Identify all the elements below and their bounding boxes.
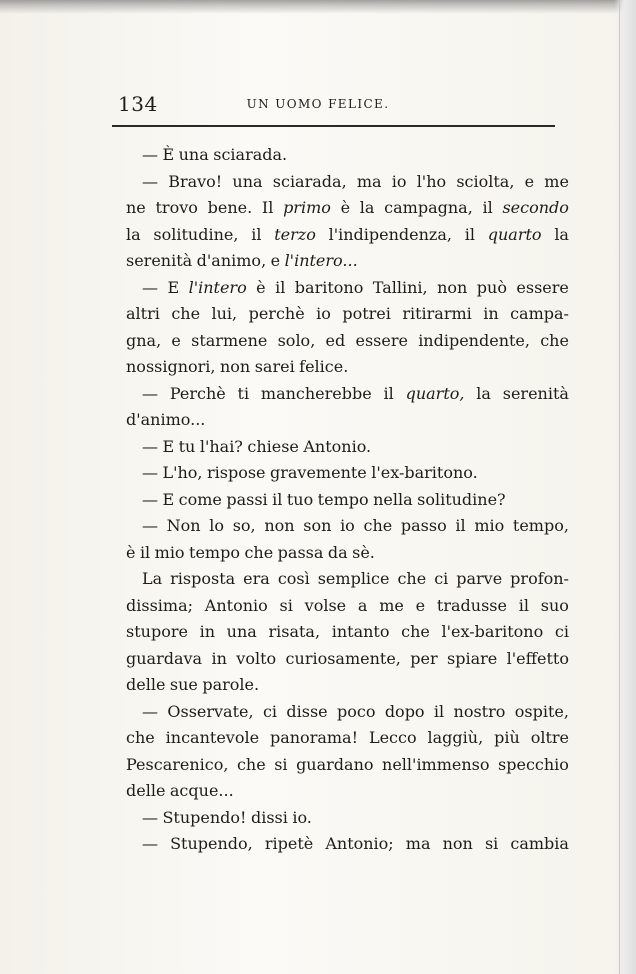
text-line xyxy=(126,328,569,355)
text-line xyxy=(126,487,569,514)
word: delle xyxy=(126,675,166,694)
word: e xyxy=(524,171,535,191)
word: l'intero xyxy=(188,277,247,297)
word: si xyxy=(279,595,293,615)
word: chiese xyxy=(247,436,299,456)
word: Non xyxy=(166,516,201,535)
word: l'hai? xyxy=(199,436,243,456)
word: che xyxy=(363,516,393,535)
word: mancherebbe xyxy=(260,383,372,403)
word: ci xyxy=(262,701,278,721)
text-line xyxy=(126,142,569,169)
word: — xyxy=(142,383,158,403)
word: parole. xyxy=(202,675,260,694)
word: me xyxy=(379,595,404,615)
word: — xyxy=(142,277,158,297)
word: dopo xyxy=(384,701,425,721)
word: ci xyxy=(434,569,449,588)
word: il xyxy=(139,542,151,562)
word: come xyxy=(178,489,222,509)
word: più xyxy=(494,728,520,747)
word: io xyxy=(316,304,331,323)
word: terzo xyxy=(274,224,316,244)
text-line xyxy=(126,778,569,805)
word: so, xyxy=(232,516,256,535)
word: e xyxy=(270,251,281,270)
word: Pescarenico, xyxy=(126,754,229,774)
word: che xyxy=(397,569,427,588)
word: il xyxy=(464,224,475,244)
word: per xyxy=(410,648,438,668)
word: panorama! xyxy=(269,728,359,747)
word: oltre xyxy=(530,728,569,747)
text-line xyxy=(126,566,569,593)
word: che xyxy=(540,330,569,350)
word: ed xyxy=(325,330,346,350)
word: solitudine? xyxy=(417,489,506,509)
word: sè. xyxy=(352,542,375,562)
word: era xyxy=(243,569,270,588)
word: specchio xyxy=(498,754,569,774)
word: tempo, xyxy=(512,516,569,535)
word: ospite, xyxy=(514,701,569,721)
word: passi xyxy=(226,489,268,509)
word: è xyxy=(256,277,266,297)
text-line xyxy=(126,301,569,328)
word: ma xyxy=(405,834,431,853)
word: secondo xyxy=(502,198,569,217)
word: guardano xyxy=(296,754,374,774)
word: E xyxy=(162,489,175,509)
word: io xyxy=(340,516,355,535)
word: felice. xyxy=(299,357,349,376)
word: baritono xyxy=(294,277,364,297)
word: curiosamente, xyxy=(285,648,401,668)
word: laggiù, xyxy=(427,728,484,747)
word: intanto xyxy=(331,622,390,641)
word: ripetè xyxy=(264,834,314,853)
word: bene. xyxy=(207,198,253,217)
word: è xyxy=(340,198,351,217)
word: ti xyxy=(237,383,250,403)
word: son xyxy=(303,516,332,535)
header-rule xyxy=(112,125,555,127)
word: nella xyxy=(373,489,413,509)
word: tuo xyxy=(286,489,314,509)
word: potrei xyxy=(342,304,391,323)
text-line xyxy=(126,540,569,567)
word: da xyxy=(327,542,348,562)
word: Antonio. xyxy=(303,436,372,456)
word: il xyxy=(275,277,286,297)
word: tempo xyxy=(317,489,369,509)
word: e xyxy=(415,595,426,615)
word: risposta xyxy=(170,569,236,588)
word: nell'immenso xyxy=(382,754,490,774)
word: in xyxy=(483,304,499,323)
word: l'intero... xyxy=(284,251,358,270)
word: poco xyxy=(336,701,376,721)
page-header xyxy=(0,92,636,116)
word: dissima; xyxy=(126,595,193,615)
word: Osservate, xyxy=(167,701,254,721)
word: campa- xyxy=(510,304,569,323)
word: primo xyxy=(283,198,331,217)
word: solo, xyxy=(277,330,316,350)
page-edge xyxy=(614,0,636,974)
word: essere xyxy=(355,330,408,350)
word: incantevole xyxy=(165,728,260,747)
page-edge-line xyxy=(619,0,620,974)
text-line xyxy=(126,699,569,726)
word: d'animo, xyxy=(196,251,267,270)
word: sue xyxy=(169,675,198,694)
word: l'ho xyxy=(416,171,447,191)
word: solitudine, xyxy=(153,224,239,244)
top-shadow xyxy=(0,0,636,14)
page-number: 134 xyxy=(118,92,158,116)
word: — xyxy=(142,489,158,509)
word: — xyxy=(142,516,158,535)
text-line xyxy=(126,195,569,222)
word: quarto xyxy=(487,224,542,244)
word: tempo xyxy=(189,542,240,562)
word: non xyxy=(437,277,468,297)
word: ci xyxy=(554,622,569,641)
word: risata, xyxy=(268,622,321,641)
word: si xyxy=(274,754,288,774)
word: Antonio xyxy=(204,595,268,615)
word: campagna, xyxy=(384,198,473,217)
text-line xyxy=(126,619,569,646)
text-line xyxy=(126,434,569,461)
word: spiare xyxy=(447,648,498,668)
word: Perchè xyxy=(169,383,226,403)
word: ma xyxy=(356,171,382,191)
text-line xyxy=(126,407,569,434)
word: una xyxy=(226,622,257,641)
word: il xyxy=(383,383,394,403)
word: il xyxy=(482,198,493,217)
word: trovo xyxy=(155,198,198,217)
text-line xyxy=(126,646,569,673)
word: tu xyxy=(178,436,196,456)
word: a xyxy=(357,595,368,615)
word: il xyxy=(272,489,283,509)
word: disse xyxy=(286,701,328,721)
word: mio xyxy=(474,516,505,535)
word: in xyxy=(199,622,216,641)
word: che xyxy=(244,542,274,562)
text-line xyxy=(126,593,569,620)
word: la xyxy=(476,383,491,403)
word: profon- xyxy=(510,569,569,588)
word: sciolta, xyxy=(456,171,515,191)
word: non xyxy=(219,357,251,376)
word: parve xyxy=(456,569,503,588)
word: È xyxy=(162,145,175,164)
word: ritirarmi xyxy=(402,304,472,323)
word: — xyxy=(142,834,158,853)
word: che xyxy=(401,622,430,641)
word: indipendente, xyxy=(418,330,530,350)
word: non xyxy=(264,516,295,535)
word: l'ex-baritono xyxy=(441,622,544,641)
word: passo xyxy=(400,516,447,535)
word: e xyxy=(171,330,181,350)
word: nostro xyxy=(453,701,506,721)
word: — xyxy=(142,807,158,827)
word: l'effetto xyxy=(506,648,569,668)
word: — xyxy=(142,436,158,456)
word: lui, xyxy=(211,304,238,323)
body-text xyxy=(126,142,569,858)
word: che xyxy=(126,728,155,747)
word: E xyxy=(167,277,180,297)
text-line xyxy=(126,460,569,487)
text-line xyxy=(126,513,569,540)
word: lo xyxy=(209,516,225,535)
word: — xyxy=(142,145,158,164)
word: sarei xyxy=(254,357,295,376)
word: io. xyxy=(292,807,312,827)
word: che xyxy=(171,304,201,323)
word: volto xyxy=(236,648,277,668)
word: Bravo! xyxy=(168,171,223,191)
word: essere xyxy=(516,277,569,297)
word: semplice xyxy=(317,569,390,588)
word: mio xyxy=(154,542,185,562)
word: che xyxy=(236,754,266,774)
word: gna, xyxy=(126,330,162,350)
text-line xyxy=(126,725,569,752)
word: cambia xyxy=(510,834,569,853)
word: la xyxy=(359,198,375,217)
word: me xyxy=(544,171,569,191)
word: Tallini, xyxy=(372,277,428,297)
text-line xyxy=(126,222,569,249)
word: passa xyxy=(277,542,324,562)
word: starmene xyxy=(191,330,268,350)
word: il xyxy=(433,701,445,721)
word: Lecco xyxy=(368,728,417,747)
word: una xyxy=(178,145,209,164)
word: gravemente xyxy=(269,463,367,482)
word: dissi xyxy=(250,807,288,827)
word: E xyxy=(162,436,175,456)
word: rispose xyxy=(206,463,266,482)
word: perchè xyxy=(248,304,305,323)
running-head: UN UOMO FELICE. xyxy=(246,97,390,111)
word: acque... xyxy=(169,781,234,800)
word: sciarada, xyxy=(272,171,347,191)
word: nossignori, xyxy=(126,357,216,376)
text-line xyxy=(126,672,569,699)
text-line xyxy=(126,381,569,408)
text-line xyxy=(126,275,569,302)
word: Stupendo! xyxy=(162,807,247,827)
word: altri xyxy=(126,304,160,323)
word: la xyxy=(554,224,569,244)
word: una xyxy=(232,171,263,191)
word: l'indipendenza, xyxy=(328,224,452,244)
text-line xyxy=(126,354,569,381)
word: guardava xyxy=(126,648,203,668)
word: il xyxy=(455,516,466,535)
text-line xyxy=(126,248,569,275)
word: io xyxy=(391,171,407,191)
word: così xyxy=(277,569,310,588)
word: Antonio; xyxy=(325,834,394,853)
word: serenità xyxy=(502,383,569,403)
word: — xyxy=(142,171,158,191)
word: — xyxy=(142,463,158,482)
word: volse xyxy=(304,595,347,615)
word: in xyxy=(211,648,227,668)
word: si xyxy=(484,834,499,853)
word: tradusse xyxy=(436,595,507,615)
text-line xyxy=(126,831,569,858)
word: serenità xyxy=(126,251,193,270)
word: può xyxy=(476,277,507,297)
word: Il xyxy=(261,198,274,217)
word: d'animo... xyxy=(126,410,206,429)
word: quarto, xyxy=(405,383,465,403)
word: sciarada. xyxy=(213,145,288,164)
word: delle xyxy=(126,781,166,800)
word: stupore xyxy=(126,622,188,641)
word: l'ex-baritono. xyxy=(371,463,478,482)
text-line xyxy=(126,169,569,196)
word: L'ho, xyxy=(162,463,203,482)
word: non xyxy=(442,834,473,853)
word: ne xyxy=(126,198,146,217)
word: il xyxy=(251,224,262,244)
word: è xyxy=(126,542,136,562)
word: suo xyxy=(540,595,569,615)
text-line xyxy=(126,805,569,832)
word: La xyxy=(142,569,163,588)
text-line xyxy=(126,752,569,779)
word: la xyxy=(126,224,141,244)
word: Stupendo, xyxy=(170,834,253,853)
word: il xyxy=(518,595,529,615)
word: — xyxy=(142,701,158,721)
